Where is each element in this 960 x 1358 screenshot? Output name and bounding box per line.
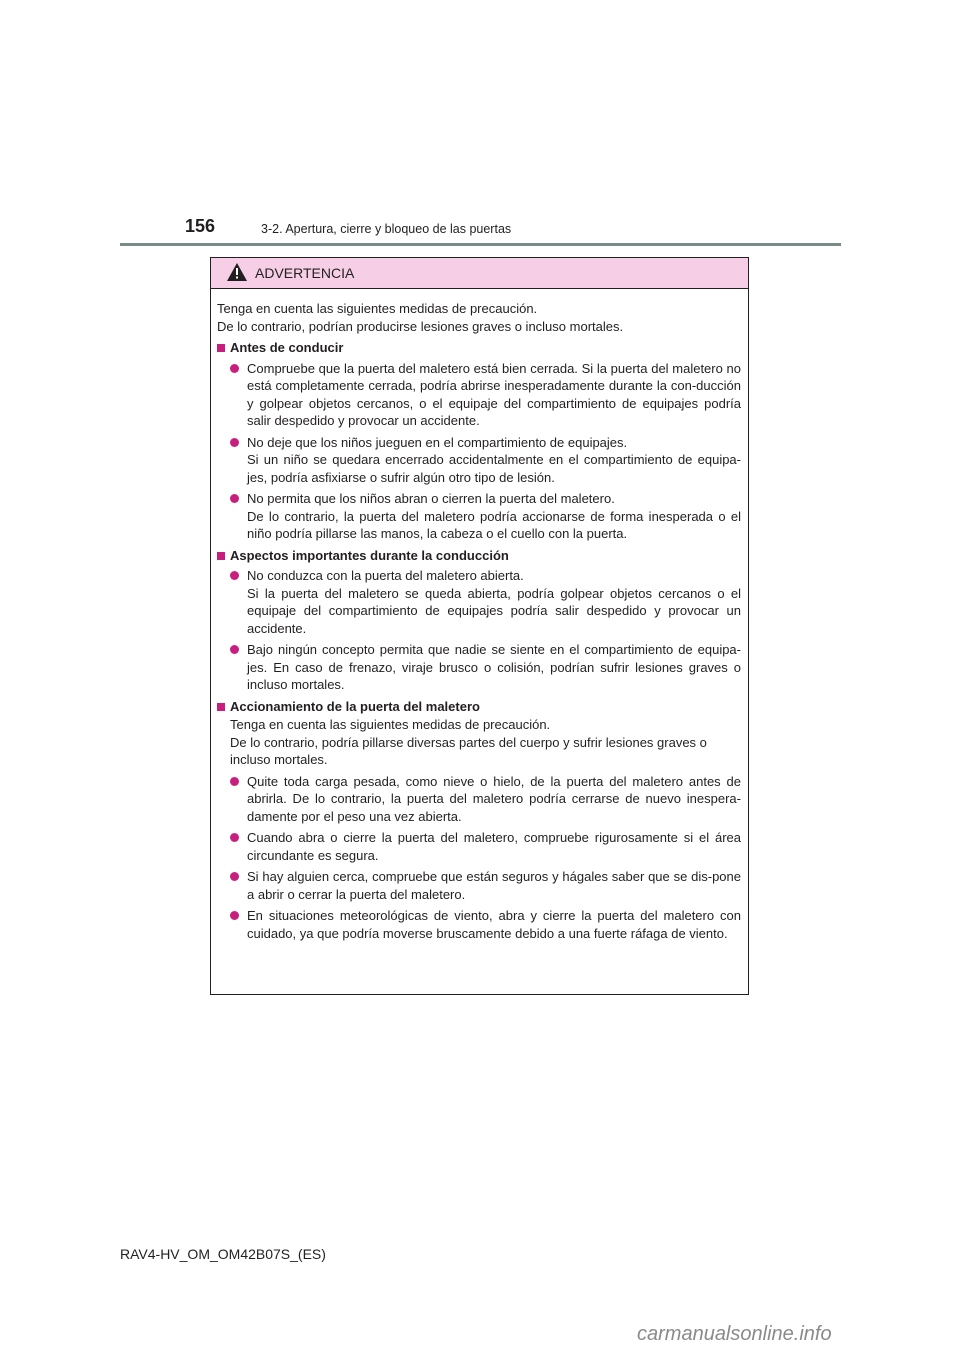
- circle-bullet-icon: [230, 911, 239, 920]
- watermark: carmanualsonline.info: [637, 1323, 832, 1345]
- square-bullet-icon: [217, 703, 225, 711]
- section-heading: [217, 547, 741, 565]
- list-item: [230, 641, 741, 694]
- circle-bullet-icon: [230, 364, 239, 373]
- list-item-text: [247, 868, 741, 903]
- item-line: Bajo ningún concepto permita que nadie se siente en el compartimiento de equipa-jes. En caso de frenazo, viraje brusco o colisión, podrían sufrir lesiones graves o incluso mortales.: [247, 642, 741, 692]
- section-before-driving: [217, 339, 741, 543]
- circle-bullet-icon: [230, 872, 239, 881]
- item-line: No permita que los niños abran o cierren la puerta del maletero.: [247, 491, 615, 506]
- note-line: Tenga en cuenta las siguientes medidas de precaución.: [230, 717, 551, 732]
- list-item: [230, 773, 741, 826]
- list-item: [230, 360, 741, 430]
- circle-bullet-icon: [230, 494, 239, 503]
- list-item-text: [247, 641, 741, 694]
- section-heading-text: Antes de conducir: [230, 340, 344, 355]
- circle-bullet-icon: [230, 438, 239, 447]
- item-line: Si la puerta del maletero se queda abierta, podría golpear objetos cercanos o el equipaje del compartimiento de equipajes podría salir despedido y provocar un accidente.: [247, 585, 741, 636]
- list-item-text: [247, 829, 741, 864]
- list-item-text: [247, 907, 741, 942]
- item-line: Cuando abra o cierre la puerta del maletero, compruebe rigurosamente si el área circundante es segura.: [247, 830, 741, 863]
- section-heading: [217, 698, 741, 716]
- list-item-text: [247, 490, 741, 543]
- footer-code: RAV4-HV_OM_OM42B07S_(ES): [120, 1246, 326, 1262]
- list-item: [230, 567, 741, 637]
- list-item: [230, 490, 741, 543]
- list-item: [230, 907, 741, 942]
- header-rule: [120, 243, 841, 246]
- item-line: No conduzca con la puerta del maletero abierta.: [247, 568, 524, 583]
- item-line: Si hay alguien cerca, compruebe que están seguros y hágales saber que se dis-pone a abrir o cerrar la puerta del maletero.: [247, 869, 741, 902]
- warning-intro-line: Tenga en cuenta las siguientes medidas de precaución.: [217, 301, 538, 316]
- item-line: En situaciones meteorológicas de viento, abra y cierre la puerta del maletero con cuidado, ya que podría moverse bruscamente debido a una fuerte ráfaga de viento.: [247, 908, 741, 941]
- section-tailgate-operation: [217, 698, 741, 943]
- list-item-text: [247, 773, 741, 826]
- warning-intro-line: De lo contrario, podrían producirse lesiones graves o incluso mortales.: [217, 318, 624, 334]
- page-number: 156: [185, 216, 216, 236]
- circle-bullet-icon: [230, 571, 239, 580]
- square-bullet-icon: [217, 344, 225, 352]
- circle-bullet-icon: [230, 833, 239, 842]
- list-item-text: [247, 360, 741, 430]
- item-line: Compruebe que la puerta del maletero está bien cerrada. Si la puerta del maletero no está completamente cerrada, podría abrirse inesperadamente durante la con-ducción y golpear objetos cercanos, o el equipaje del compartimiento de equipajes podría salir despedido y provocar un accidente.: [247, 360, 741, 428]
- section-heading-text: Accionamiento de la puerta del maletero: [230, 698, 480, 714]
- item-line: Quite toda carga pesada, como nieve o hielo, de la puerta del maletero antes de abrirla. De lo contrario, la puerta del maletero podría cerrarse de nuevo inespera-damente por el peso una vez abierta.: [247, 773, 741, 824]
- section-while-driving: [217, 547, 741, 694]
- item-line: No deje que los niños jueguen en el compartimiento de equipajes.: [247, 434, 628, 450]
- note-line: De lo contrario, podría pillarse diversas partes del cuerpo y sufrir lesiones graves o incluso mortales.: [230, 734, 707, 767]
- list-item-text: [247, 567, 741, 637]
- list-item: [230, 434, 741, 487]
- warning-title: ADVERTENCIA: [255, 265, 355, 281]
- item-line: Si un niño se quedara encerrado accidentalmente en el compartimiento de equipa-jes, podría asfixiarse o sufrir algún otro tipo de lesión.: [247, 452, 741, 485]
- warning-body: [211, 289, 748, 942]
- circle-bullet-icon: [230, 645, 239, 654]
- list-item: [230, 868, 741, 903]
- square-bullet-icon: [217, 552, 225, 560]
- item-line: De lo contrario, la puerta del maletero podría accionarse de forma inesperada o el niño podría pillarse las manos, la cabeza o el cuello con la puerta.: [247, 508, 741, 541]
- section-note: [230, 716, 741, 769]
- list-item: [230, 829, 741, 864]
- circle-bullet-icon: [230, 777, 239, 786]
- warning-triangle-icon: [227, 263, 247, 281]
- warning-header: [211, 258, 748, 289]
- section-heading-text: Aspectos importantes durante la conducción: [230, 547, 509, 563]
- list-item-text: [247, 434, 741, 487]
- section-heading: [217, 339, 741, 357]
- section-title: 3-2. Apertura, cierre y bloqueo de las puertas: [261, 222, 512, 236]
- warning-box: [210, 257, 749, 995]
